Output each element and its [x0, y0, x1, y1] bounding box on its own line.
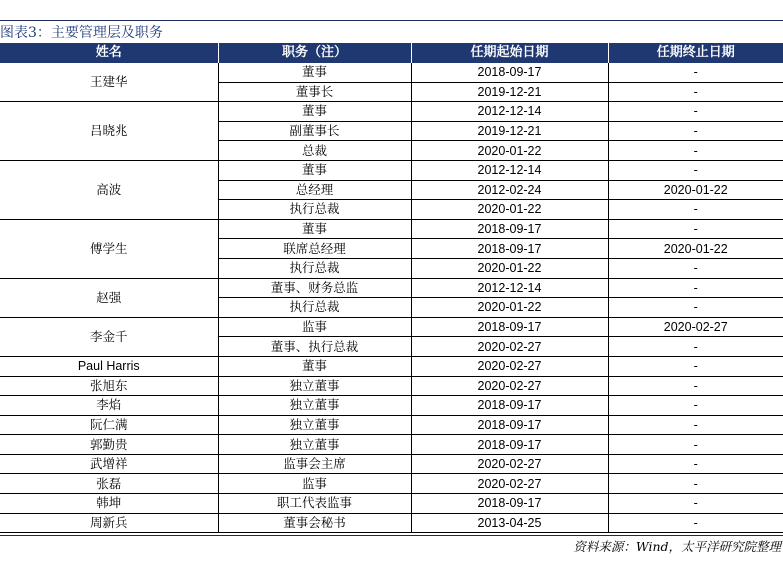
start-date-cell: 2020-02-27 [411, 337, 608, 357]
position-cell: 总裁 [218, 141, 411, 161]
top-rule [0, 20, 783, 21]
person-name: Paul Harris [0, 356, 218, 376]
start-date-cell: 2019-12-21 [411, 82, 608, 102]
person-name: 王建华 [0, 63, 218, 102]
start-date-cell: 2018-09-17 [411, 63, 608, 82]
start-date-cell: 2018-09-17 [411, 435, 608, 455]
header-end-date: 任期终止日期 [608, 43, 783, 63]
table-row [0, 415, 783, 435]
start-date-cell: 2012-12-14 [411, 160, 608, 180]
end-date-cell: - [608, 376, 783, 396]
person-name: 郭勤贵 [0, 435, 218, 455]
end-date-cell: 2020-02-27 [608, 317, 783, 337]
end-date-cell: - [608, 454, 783, 474]
end-date-cell: - [608, 102, 783, 122]
person-name: 高波 [0, 160, 218, 219]
table-row [0, 219, 783, 239]
end-date-cell: - [608, 474, 783, 494]
table-row [0, 376, 783, 396]
end-date-cell: 2020-01-22 [608, 239, 783, 259]
position-cell: 执行总裁 [218, 298, 411, 318]
end-date-cell: - [608, 513, 783, 533]
end-date-cell: - [608, 415, 783, 435]
start-date-cell: 2018-09-17 [411, 219, 608, 239]
table-row [0, 102, 783, 122]
start-date-cell: 2020-02-27 [411, 356, 608, 376]
start-date-cell: 2020-01-22 [411, 200, 608, 220]
end-date-cell: - [608, 121, 783, 141]
start-date-cell: 2012-12-14 [411, 278, 608, 298]
position-cell: 职工代表监事 [218, 494, 411, 514]
table-row [0, 435, 783, 455]
end-date-cell: - [608, 82, 783, 102]
start-date-cell: 2020-02-27 [411, 376, 608, 396]
position-cell: 执行总裁 [218, 258, 411, 278]
position-cell: 独立董事 [218, 415, 411, 435]
end-date-cell: - [608, 356, 783, 376]
position-cell: 监事 [218, 317, 411, 337]
person-name: 张旭东 [0, 376, 218, 396]
position-cell: 董事、财务总监 [218, 278, 411, 298]
position-cell: 监事 [218, 474, 411, 494]
start-date-cell: 2018-09-17 [411, 415, 608, 435]
table-row [0, 160, 783, 180]
person-name: 阮仁满 [0, 415, 218, 435]
end-date-cell: - [608, 200, 783, 220]
header-position: 职务（注） [218, 43, 411, 63]
table-row [0, 494, 783, 514]
table-row [0, 396, 783, 416]
position-cell: 执行总裁 [218, 200, 411, 220]
start-date-cell: 2020-02-27 [411, 474, 608, 494]
start-date-cell: 2020-01-22 [411, 258, 608, 278]
position-cell: 董事会秘书 [218, 513, 411, 533]
position-cell: 独立董事 [218, 435, 411, 455]
start-date-cell: 2020-02-27 [411, 454, 608, 474]
end-date-cell: - [608, 63, 783, 82]
table-row [0, 356, 783, 376]
person-name: 李金千 [0, 317, 218, 356]
person-name: 赵强 [0, 278, 218, 317]
position-cell: 独立董事 [218, 396, 411, 416]
table-row [0, 63, 783, 82]
table-row [0, 454, 783, 474]
position-cell: 董事、执行总裁 [218, 337, 411, 357]
person-name: 韩坤 [0, 494, 218, 514]
person-name: 吕晓兆 [0, 102, 218, 161]
end-date-cell: - [608, 494, 783, 514]
person-name: 张磊 [0, 474, 218, 494]
end-date-cell: - [608, 219, 783, 239]
end-date-cell: - [608, 258, 783, 278]
table-row [0, 513, 783, 533]
position-cell: 董事 [218, 102, 411, 122]
end-date-cell: - [608, 298, 783, 318]
end-date-cell: - [608, 278, 783, 298]
bottom-rule [0, 535, 783, 536]
person-name: 武增祥 [0, 454, 218, 474]
start-date-cell: 2020-01-22 [411, 298, 608, 318]
person-name: 李焰 [0, 396, 218, 416]
end-date-cell: - [608, 435, 783, 455]
position-cell: 董事 [218, 63, 411, 82]
start-date-cell: 2012-02-24 [411, 180, 608, 200]
start-date-cell: 2018-09-17 [411, 494, 608, 514]
start-date-cell: 2018-09-17 [411, 239, 608, 259]
table-row [0, 317, 783, 337]
position-cell: 总经理 [218, 180, 411, 200]
position-cell: 监事会主席 [218, 454, 411, 474]
table-row [0, 474, 783, 494]
start-date-cell: 2013-04-25 [411, 513, 608, 533]
start-date-cell: 2018-09-17 [411, 396, 608, 416]
end-date-cell: - [608, 141, 783, 161]
position-cell: 副董事长 [218, 121, 411, 141]
start-date-cell: 2018-09-17 [411, 317, 608, 337]
position-cell: 董事 [218, 219, 411, 239]
position-cell: 董事 [218, 356, 411, 376]
position-cell: 独立董事 [218, 376, 411, 396]
header-start-date: 任期起始日期 [411, 43, 608, 63]
position-cell: 董事长 [218, 82, 411, 102]
header-name: 姓名 [0, 43, 218, 63]
header-row [0, 43, 783, 63]
person-name: 傅学生 [0, 219, 218, 278]
start-date-cell: 2020-01-22 [411, 141, 608, 161]
table-row [0, 278, 783, 298]
end-date-cell: - [608, 396, 783, 416]
source-note: 资料来源：Wind，太平洋研究院整理 [573, 539, 781, 554]
person-name: 周新兵 [0, 513, 218, 533]
position-cell: 联席总经理 [218, 239, 411, 259]
table-title: 图表3：主要管理层及职务 [0, 25, 163, 41]
end-date-cell: - [608, 160, 783, 180]
end-date-cell: 2020-01-22 [608, 180, 783, 200]
position-cell: 董事 [218, 160, 411, 180]
management-table [0, 43, 783, 533]
start-date-cell: 2019-12-21 [411, 121, 608, 141]
end-date-cell: - [608, 337, 783, 357]
start-date-cell: 2012-12-14 [411, 102, 608, 122]
